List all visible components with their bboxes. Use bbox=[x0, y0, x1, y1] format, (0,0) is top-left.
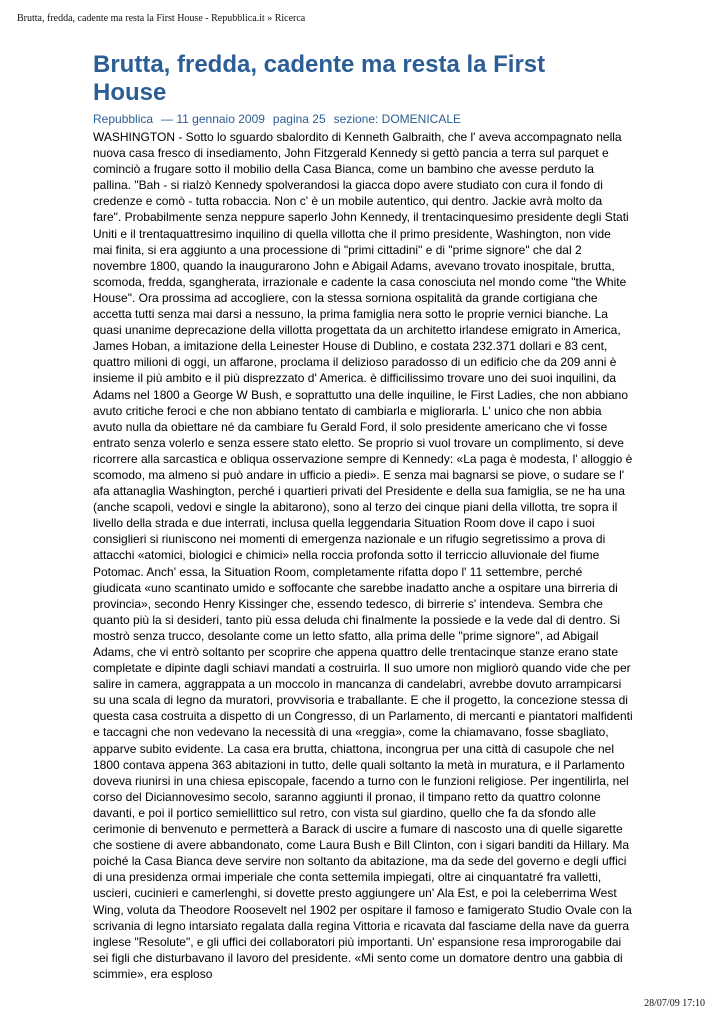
browser-print-header: Brutta, fredda, cadente ma resta la First House - Repubblica.it » Ricerca bbox=[17, 13, 306, 24]
article-title: Brutta, fredda, cadente ma resta la First House bbox=[93, 51, 546, 106]
article-body: WASHINGTON - Sotto lo sguardo sbalordito di Kenneth Galbraith, che l' aveva accompagnato nella nuova casa fresco di insediamento, John Fitzgerald Kennedy si gettò pancia a terra sul parquet e cominciò a frugare sotto il mobilio della Casa Bianca, come un bambino che avesse perduto la pallina. "Bah - si rialzò Kennedy spolverandosi la giacca dopo avere studiato con cura il fondo di credenze e comò - tutta robaccia. Non c' è un mobile autentico, qui dentro. Jackie avrà molto da fare". Probabilmente senza neppure saperlo John Kennedy, il trentacinquesimo presidente degli Stati Uniti e il trentaquattresimo inquilino di quella villotta che il primo presidente, Washington, non vide mai finita, si era aggiunto a una processione di "primi cittadini" e di "prime signore" che dal 2 novembre 1800, quando la inaugurarono John e Abigail Adams, avevano trovato inospitale, brutta, scomoda, fredda, sgangherata, irrazionale e cadente la casa conosciuta nel mondo come "the White House". Ora prossima ad accogliere, con la stessa sorniona ospitalità da grande cortigiana che accetta tutti senza mai darsi a nessuno, la prima famiglia nera sotto le proprie vernici bianche. La quasi unanime deprecazione della villotta progettata da un architetto irlandese emigrato in America, James Hoban, a imitazione della Leinester House di Dublino, e costata 232.371 dollari e 83 cent, quattro milioni di oggi, un affarone, proclama il delizioso paradosso di un edificio che da 209 anni è insieme il più ambito e il più disprezzato d' America. è difficilissimo trovare uno dei suoi inquilini, da Adams nel 1800 a George W Bush, e soprattutto una delle inquiline, le First Ladies, che non abbiano avuto critiche feroci e che non abbiano tentato di cambiarla e migliorarla. L' unico che non abbia avuto nulla da obiettare né da cambiare fu Gerald Ford, il solo presidente americano che vi fosse entrato senza volerlo e senza essere stato eletto. Se proprio si vuol trovare un complimento, si deve ricorrere alla sarcastica e obliqua osservazione sempre di Kennedy: «La paga è modesta, l' alloggio è scomodo, ma almeno si può andare in ufficio a piedi». E senza mai bagnarsi se piove, o sudare se l' afa attanaglia Washington, perché i quartieri privati del Presidente e della sua famiglia, se ne ha una (anche scapoli, vedovi e single la abitarono), sono al terzo dei cinque piani della villotta, tre sopra il livello della strada e due interrati, inclusa quella leggendaria Situation Room dove il capo i suoi consiglieri si riuniscono nei momenti di emergenza nazionale e un rifugio segretissimo a prova di attacchi «atomici, biologici e chimici» nella roccia profonda sotto il terriccio alluvionale del fiume Potomac. Anch' essa, la Situation Room, completamente rifatta dopo l' 11 settembre, perché giudicata «uno scantinato umido e soffocante che sarebbe inadatto anche a ospitare una birreria di provincia», secondo Henry Kissinger che, essendo tedesco, di birrerie s' intendeva. Sembra che quanto più la si desideri, tanto più essa deluda chi finalmente la possiede e la vede dal di dentro. Si mostrò senza trucco, desolante come un letto sfatto, alla prima delle "prime signore", ad Abigail Adams, che vi entrò soltanto per scoprire che appena quattro delle trentacinque stanze erano state completate e dipinte dagli schiavi mandati a costruirla. Il suo umore non migliorò quando vide che per salire in camera, aggrappata a un moccolo in mancanza di candelabri, avrebbe dovuto arrampicarsi su una scala di legno da muratori, provvisoria e traballante. E che il progetto, la concezione stessa di questa casa costruita a dispetto di un Congresso, di un Parlamento, di mercanti e piantatori malfidenti e taccagni che non vedevano la necessità di una «reggia», come la chiamavano, fosse sbagliato, apparve subito evidente. La casa era brutta, chiattona, incongrua per una città di casupole che nel 1800 contava appena 363 abitazioni in tutto, delle quali soltanto la metà in muratura, e il Parlamento doveva riunirsi in una chiesa episcopale, facendo a turno con le funzioni religiose. Per ingentilirla, nel corso del Diciannovesimo secolo, saranno aggiunti il pronao, il timpano retto da quattro colonne davanti, e poi il portico semiellittico sul retro, con vista sul giardino, quello che fa da sfondo alle cerimonie di benvenuto e permetterà a Barack di uscire a fumare di nascosto una di quelle sigarette che sostiene di avere abbandonato, come Laura Bush e Bill Clinton, con i sigari banditi da Hillary. Ma poiché la Casa Bianca deve servire non soltanto da abitazione, ma da sede del governo e degli uffici di una presidenza ormai imperiale che conta settemila impiegati, oltre ai cinquantatré fra valletti, uscieri, cucinieri e camerlenghi, si dovette presto aggiungere un' Ala Est, e poi la celeberrima West Wing, voluta da Theodore Roosevelt nel 1902 per ospitare il famoso e famigerato Studio Ovale con la scrivania di legno intarsiato regalata dalla regina Vittoria e ricavata dal fasciame della nave da guerra inglese "Resolute", e gli uffici dei collaboratori più importanti. Un' espansione resa improrogabile dai sei figli che disturbavano il lavoro del presidente. «Mi sento come un domatore dentro una gabbia di scimmie», era esploso bbox=[93, 130, 633, 981]
article-page: pagina 25 bbox=[272, 112, 326, 126]
article-meta bbox=[93, 111, 633, 127]
print-timestamp: 28/07/09 17:10 bbox=[644, 998, 705, 1009]
article-date: — 11 gennaio 2009 bbox=[161, 112, 265, 126]
article-section: sezione: DOMENICALE bbox=[333, 112, 462, 126]
article-source: Repubblica bbox=[93, 112, 154, 126]
article bbox=[93, 51, 633, 982]
